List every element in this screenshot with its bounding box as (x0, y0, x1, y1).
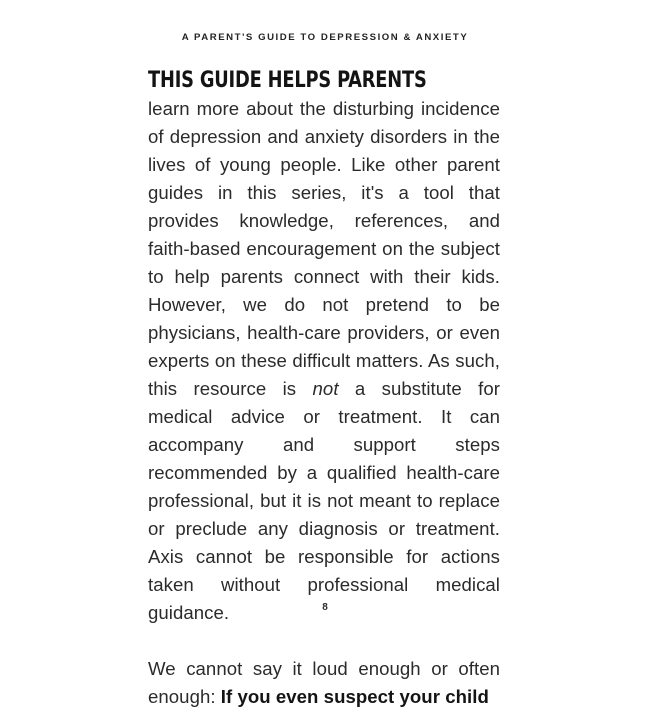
paragraph-intro-segment-1: learn more about the disturbing incidence of depression and anxiety disorders in the lives of young people. Like other parent guides in this series, it's a tool that provides knowledge, references, and faith-based encouragement on the subject to help parents connect with their kids. However, we do not pretend to be physicians, health-care providers, or even experts on these difficult matters. As such, this resource is (148, 98, 500, 399)
paragraph-emphasis-segment-1: We cannot say it loud enough or often enough: (148, 658, 500, 707)
lead-in-phrase: THIS GUIDE HELPS PARENTS (148, 67, 427, 93)
text-column (148, 66, 500, 711)
emphasis-italic-not: not (312, 378, 339, 399)
paragraph-emphasis (148, 655, 500, 711)
emphasis-bold-suspect-child: If you even suspect your child (220, 686, 489, 707)
page-number: 8 (322, 602, 328, 613)
paragraph-intro (148, 66, 500, 627)
running-head: A PARENT'S GUIDE TO DEPRESSION & ANXIETY (181, 32, 469, 43)
paragraph-intro-segment-2: a substitute for medical advice or treatment. It can accompany and support steps recommended by a qualified health-care professional, but it is not meant to replace or preclude any diagnosis or treatment. Axis cannot be responsible for actions taken without professional medical guidance. (148, 378, 500, 623)
